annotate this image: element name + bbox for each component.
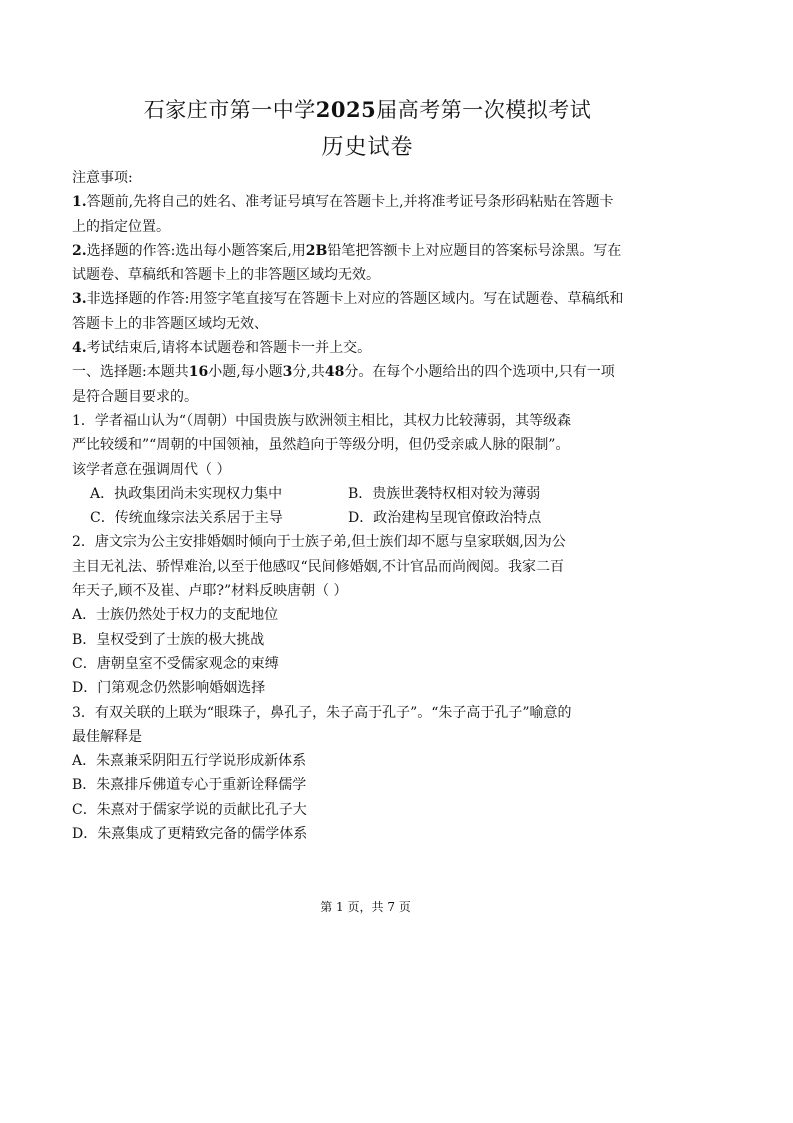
notice-item-1-line-1: 1.答题前,先将自己的姓名、准考证号填写在答题卡上,并将准考证号条形码粘贴在答题卡 [72,194,614,211]
q1-stem-line-3: 该学者意在强调周代（ ） [72,461,231,478]
subtitle-text: 历史试卷 [321,135,414,160]
notice-item-2-line-1: 2.选择题的作答:选出每小题答案后,用2B铅笔把答额卡上对应题目的答案标号涂黑。写在 [72,242,622,259]
q2-stem-line-1: 2．唐文宗为公主安排婚姻时倾向于士族子弟,但士族们却不愿与皇家联姻,因为公 [72,534,566,551]
section-heading: 一、选择题:本题共16小题,每小题3分,共48分。在每个小题给出的四个选项中,只有一项 [72,364,615,381]
notice-item-3-line-2: 答题卡上的非答题区域均无效、 [72,315,268,332]
title-prefix: 石家庄市第一中学 [143,98,316,122]
q3-stem-line-1: 3．有双关联的上联为“眼珠子，鼻孔子，朱子高于孔子”。“朱子高于孔子”喻意的 [72,704,572,721]
section-heading-line-2: 是符合题目要求的。 [72,388,198,405]
exam-body [72,166,632,846]
q1-option-b: B．贵族世袭特权相对较为薄弱 [348,485,541,502]
title-suffix: 届高考第一次模拟考试 [376,98,592,122]
q1-stem-line-1: 1．学者福山认为“（周朝）中国贵族与欧洲领主相比，其权力比较薄弱，其等级森 [72,412,572,429]
title-year: 2025 [315,97,377,122]
q2-option-d: D．门第观念仍然影响婚姻选择 [72,680,266,697]
q3-option-b: B．朱熹排斥佛道专心于重新诠释儒学 [72,777,307,794]
notice-item-4-line-1: 4.考试结束后,请将本试题卷和答题卡一并上交。 [72,340,372,357]
notice-heading: 注意事项: [72,170,133,186]
notice-item-3-line-1: 3.非选择题的作答:用签字笔直接写在答题卡上对应的答题区域内。写在试题卷、草稿纸和 [72,291,624,308]
q3-option-c: C．朱熹对于儒家学说的贡献比孔子大 [72,801,307,818]
exam-title [0,94,793,124]
q1-option-a: A．执政集团尚未实现权力集中 [90,485,283,502]
q2-stem-line-2: 主目无礼法、骄悍难治,以至于他感叹“民间修婚姻,不计官品而尚阀阅。我家二百 [72,558,565,575]
q1-options-row-1 [72,482,632,506]
exam-subtitle [0,130,793,161]
notice-item-2-line-2: 试题卷、草稿纸和答题卡上的非答题区域均无效。 [72,267,380,284]
q1-option-d: D．政治建构呈现官僚政治特点 [348,510,542,527]
q3-option-a: A．朱熹兼采阴阳五行学说形成新体系 [72,753,307,770]
notice-item-1-line-2: 上的指定位置。 [72,218,170,235]
page-number: 第 1 页，共 7 页 [320,900,411,914]
q1-options-row-2 [72,506,632,530]
q1-option-c: C．传统血缘宗法关系居于主导 [90,510,283,527]
q2-option-c: C．唐朝皇室不受儒家观念的束缚 [72,655,279,672]
q2-stem-line-3: 年天子,顾不及崔、卢耶?”材料反映唐朝（ ） [72,583,348,600]
q2-option-b: B．皇权受到了士族的极大挑战 [72,631,265,648]
q1-stem-line-2: 严比较缓和”“周朝的中国领袖，虽然趋向于等级分明，但仍受亲戚人脉的限制”。 [72,437,570,454]
page-footer [0,898,793,915]
q2-option-a: A．士族仍然处于权力的支配地位 [72,607,279,624]
q3-option-d: D．朱熹集成了更精致完备的儒学体系 [72,826,308,843]
q3-stem-line-2: 最佳解释是 [72,728,142,745]
